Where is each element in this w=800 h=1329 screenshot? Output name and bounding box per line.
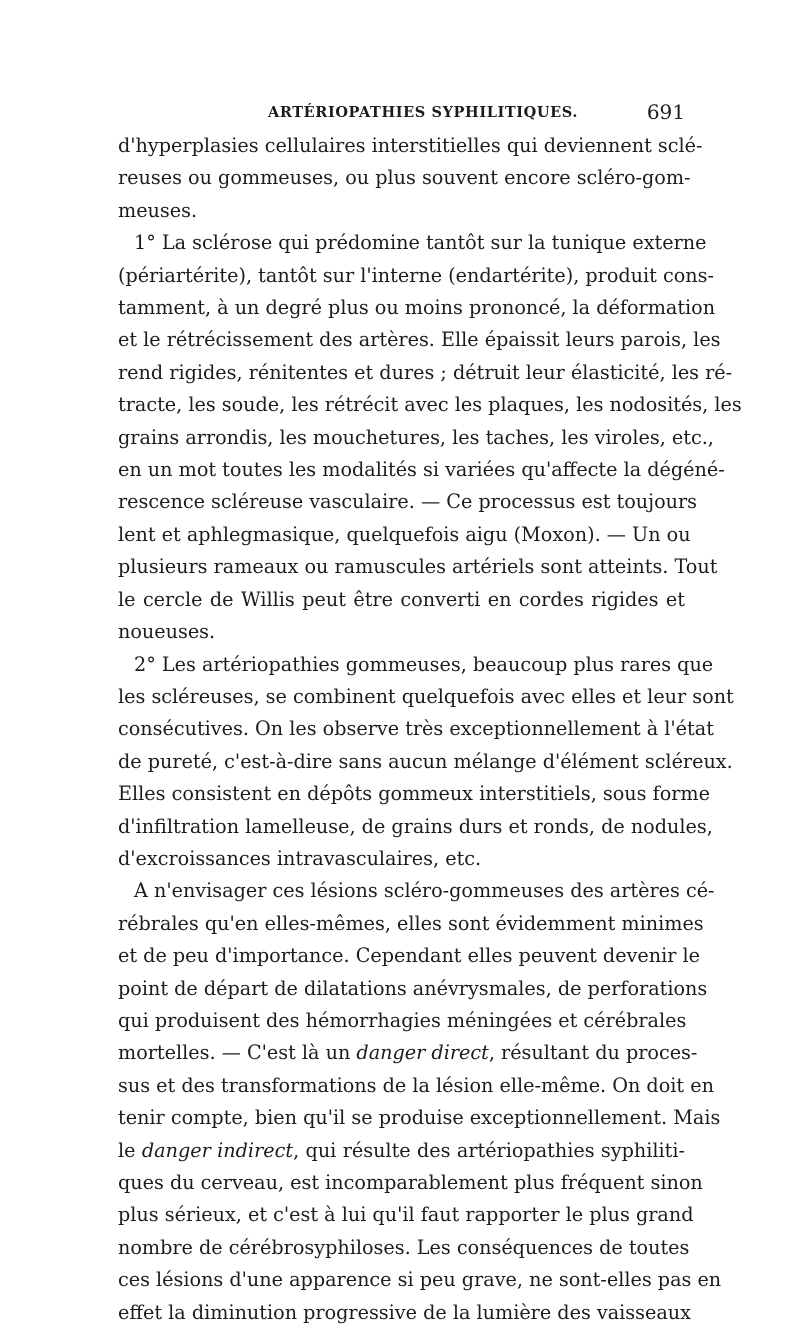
- text-line: point de départ de dilatations anévrysmales, de perforations: [118, 976, 708, 1000]
- text-line: et le rétrécissement des artères. Elle épaissit leurs parois, les: [118, 328, 721, 352]
- text-line: [118, 1135, 685, 1167]
- text-line: grains arrondis, les mouchetures, les taches, les viroles, etc.,: [118, 425, 714, 449]
- text-line: A n'envisager ces lésions scléro-gommeuses des artères cé-: [134, 879, 715, 903]
- text-line: plusieurs rameaux ou ramuscules artériels sont atteints. Tout: [118, 555, 718, 579]
- text-line: ces lésions d'une apparence si peu grave, ne sont-elles pas en: [118, 1268, 722, 1292]
- emphasis-danger-direct: danger direct: [356, 1041, 489, 1065]
- text-line: (périartérite), tantôt sur l'interne (endartérite), produit cons-: [118, 263, 714, 287]
- text-line: 1° La sclérose qui prédomine tantôt sur la tunique externe: [134, 231, 707, 255]
- text-line: rescence scléreuse vasculaire. — Ce processus est toujours: [118, 490, 698, 514]
- text-line: sus et des transformations de la lésion elle-même. On doit en: [118, 1073, 714, 1097]
- page-header: [118, 100, 685, 130]
- text-line: le cercle de Willis peut être converti en cordes rigides et: [118, 587, 685, 611]
- text-line: effet la diminution progressive de la lumière des vaisseaux: [118, 1300, 691, 1324]
- text-line: et de peu d'importance. Cependant elles peuvent devenir le: [118, 944, 700, 968]
- text-line: d'infiltration lamelleuse, de grains durs et ronds, de nodules,: [118, 814, 713, 838]
- text-line: qui produisent des hémorrhagies méningées et cérébrales: [118, 1008, 687, 1032]
- text-line: rébrales qu'en elles-mêmes, elles sont évidemment minimes: [118, 911, 704, 935]
- text-line: en un mot toutes les modalités si variées qu'affecte la dégéné-: [118, 458, 725, 482]
- text-line: meuses.: [118, 198, 198, 222]
- text-line: 2° Les artériopathies gommeuses, beaucoup plus rares que: [134, 652, 714, 676]
- text-fragment: mortelles. — C'est là un: [118, 1041, 351, 1065]
- text-line: lent et aphlegmasique, quelquefois aigu (Moxon). — Un ou: [118, 522, 691, 546]
- text-line: noueuses.: [118, 620, 216, 644]
- text-line: nombre de cérébrosyphiloses. Les conséquences de toutes: [118, 1235, 690, 1259]
- page-number: 691: [646, 100, 685, 124]
- text-line: [118, 1037, 698, 1069]
- text-line: d'excroissances intravasculaires, etc.: [118, 846, 482, 870]
- text-fragment: le: [118, 1138, 136, 1162]
- text-line: plus sérieux, et c'est à lui qu'il faut rapporter le plus grand: [118, 1203, 694, 1227]
- text-line: de pureté, c'est-à-dire sans aucun mélange d'élément scléreux.: [118, 749, 733, 773]
- text-line: consécutives. On les observe très exceptionnellement à l'état: [118, 717, 714, 741]
- text-line: d'hyperplasies cellulaires interstitielles qui deviennent sclé-: [118, 134, 703, 157]
- text-line: Elles consistent en dépôts gommeux interstitiels, sous forme: [118, 782, 710, 806]
- emphasis-danger-indirect: danger indirect: [141, 1138, 294, 1162]
- text-line: ques du cerveau, est incomparablement plus fréquent sinon: [118, 1171, 703, 1194]
- text-fragment: , résultant du proces-: [488, 1041, 698, 1065]
- text-fragment: , qui résulte des artériopathies syphiliti-: [293, 1138, 685, 1162]
- text-line: rend rigides, rénitentes et dures ; détruit leur élasticité, les ré-: [118, 360, 733, 384]
- text-line: tamment, à un degré plus ou moins prononcé, la déformation: [118, 296, 716, 320]
- text-line: les scléreuses, se combinent quelquefois avec elles et leur sont: [118, 684, 734, 708]
- running-title: ARTÉRIOPATHIES SYPHILITIQUES.: [268, 104, 578, 121]
- body-text: [118, 130, 742, 1329]
- text-line: tracte, les soude, les rétrécit avec les plaques, les nodosités, les: [118, 393, 742, 417]
- text-line: tenir compte, bien qu'il se produise exceptionnellement. Mais: [118, 1106, 721, 1130]
- text-line: reuses ou gommeuses, ou plus souvent encore scléro-gom-: [118, 166, 691, 190]
